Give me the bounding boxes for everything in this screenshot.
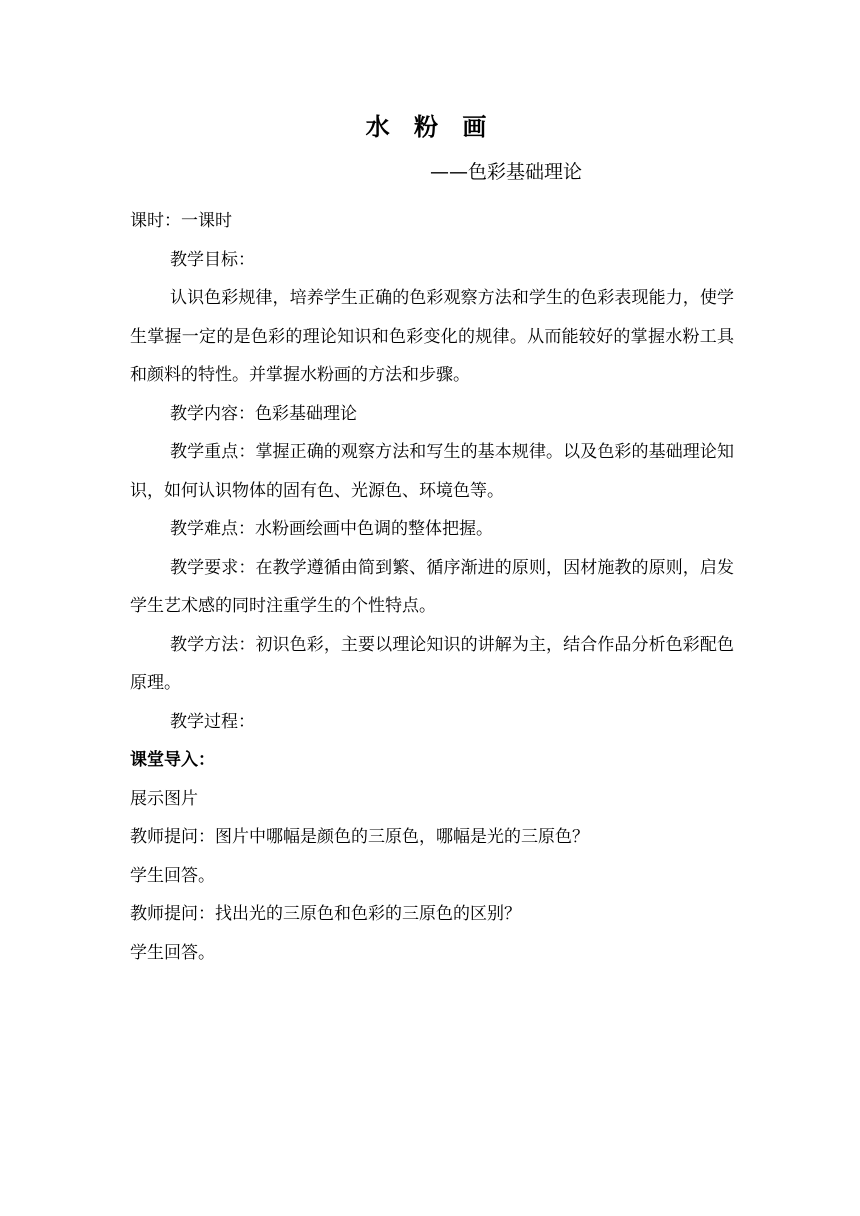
intro-heading: 课堂导入： — [130, 750, 215, 770]
teaching-content: 教学内容：色彩基础理论 — [170, 403, 357, 424]
teacher-question-1: 教师提问：图片中哪幅是颜色的三原色，哪幅是光的三原色？ — [130, 827, 589, 847]
objectives-text: 认识色彩规律，培养学生正确的色彩观察方法和学生的色彩表现能力，使学生掌握一定的是色彩的理论知识和色彩变化的规律。从而能较好的掌握水粉工具和颜料的特性。并掌握水粉画的方法和步骤。 — [130, 288, 734, 385]
student-answer-1: 学生回答。 — [130, 865, 215, 886]
class-hours: 课时：一课时 — [130, 211, 232, 231]
key-points: 教学重点：掌握正确的观察方法和写生的基本规律。以及色彩的基础理论知识，如何认识物体的固有色、光源色、环境色等。 — [130, 442, 734, 501]
teaching-methods: 教学方法：初识色彩，主要以理论知识的讲解为主，结合作品分析色彩配色原理。 — [130, 634, 734, 693]
process-label: 教学过程： — [170, 711, 255, 732]
document-title: 水 粉 画 — [365, 113, 495, 141]
show-images: 展示图片 — [130, 788, 198, 809]
student-answer-2: 学生回答。 — [130, 942, 215, 963]
difficulties: 教学难点：水粉画绘画中色调的整体把握。 — [170, 519, 493, 539]
teacher-question-2: 教师提问：找出光的三原色和色彩的三原色的区别？ — [130, 904, 521, 924]
requirements: 教学要求：在教学遵循由简到繁、循序渐进的原则，因材施教的原则，启发学生艺术感的同时注重学生的个性特点。 — [130, 557, 734, 616]
objectives-label: 教学目标： — [170, 249, 255, 270]
document-subtitle: ——色彩基础理论 — [430, 161, 583, 183]
document-body — [130, 202, 734, 972]
